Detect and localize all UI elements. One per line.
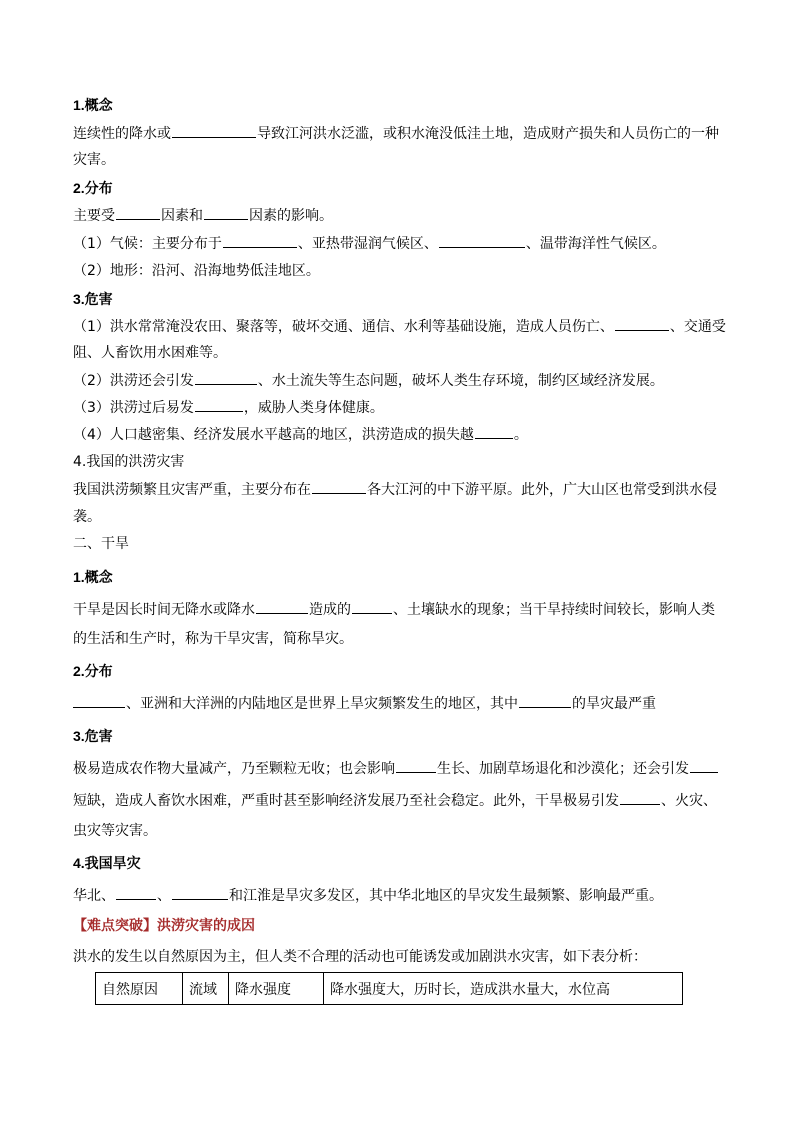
paragraph-line: 洪水的发生以自然原因为主，但人类不合理的活动也可能诱发或加剧洪水灾害，如下表分析：	[73, 949, 647, 965]
fill-blank[interactable]	[439, 234, 525, 248]
difficulty-heading	[73, 917, 255, 935]
paragraph-line: 华北、 、 和江淮是旱灾多发区，其中华北地区的旱灾发生最频繁、影响最严重。	[73, 888, 663, 904]
paragraph-line: （4）人口越密集、经济发展水平越高的地区，洪涝造成的损失越 。	[73, 427, 528, 443]
fill-blank[interactable]	[256, 600, 308, 614]
causes-table	[95, 972, 683, 1005]
heading-distribution: 2.分布	[73, 180, 113, 196]
fill-blank[interactable]	[615, 317, 669, 331]
heading-drought-concept: 1.概念	[73, 569, 113, 585]
heading-concept: 1.概念	[73, 97, 113, 113]
paragraph-line: 连续性的降水或 导致江河洪水泛滥，或积水淹没低洼土地，造成财产损失和人员伤亡的一种	[73, 126, 719, 142]
table-cell: 流域	[183, 973, 229, 1005]
fill-blank[interactable]	[352, 600, 392, 614]
table-cell: 降水强度大，历时长，造成洪水量大，水位高	[324, 973, 683, 1005]
paragraph-line: 阻、人畜饮用水困难等。	[73, 345, 227, 361]
fill-blank[interactable]	[204, 206, 248, 220]
fill-blank[interactable]	[172, 886, 228, 900]
heading-drought: 二、干旱	[73, 536, 129, 552]
paragraph-line: （2）洪涝还会引发 、水土流失等生态问题，破坏人类生存环境，制约区域经济发展。	[73, 373, 664, 389]
paragraph-line: （1）洪水常常淹没农田、聚落等，破坏交通、通信、水利等基础设施，造成人员伤亡、 、交通受	[73, 319, 726, 335]
table-row	[96, 973, 683, 1005]
paragraph-line: 极易造成农作物大量减产，乃至颗粒无收；也会影响 生长、加剧草场退化和沙漠化；还会引发	[73, 759, 719, 778]
fill-blank[interactable]	[690, 759, 718, 773]
paragraph-line: 袭。	[73, 509, 101, 525]
fill-blank[interactable]	[519, 694, 571, 708]
fill-blank[interactable]	[312, 480, 366, 494]
fill-blank[interactable]	[223, 234, 297, 248]
fill-blank[interactable]	[195, 398, 243, 412]
fill-blank[interactable]	[475, 425, 513, 439]
paragraph-line: （1）气候：主要分布于 、亚热带湿润气候区、 、温带海洋性气候区。	[73, 236, 666, 252]
heading-harm: 3.危害	[73, 291, 113, 307]
fill-blank[interactable]	[396, 759, 436, 773]
heading-china-drought: 4.我国旱灾	[73, 855, 141, 871]
heading-china-floods: 4.我国的洪涝灾害	[73, 454, 185, 470]
fill-blank[interactable]	[116, 886, 156, 900]
paragraph-line: 、亚洲和大洋洲的内陆地区是世界上旱灾频繁发生的地区，其中 的旱灾最严重	[73, 694, 656, 713]
paragraph-line: 干旱是因长时间无降水或降水 造成的 、土壤缺水的现象；当干旱持续时间较长，影响人类	[73, 602, 715, 618]
paragraph-line: （3）洪涝过后易发 ，威胁人类身体健康。	[73, 400, 384, 416]
fill-blank[interactable]	[195, 371, 257, 385]
paragraph-line: 短缺，造成人畜饮水困难，严重时甚至影响经济发展乃至社会稳定。此外，干旱极易引发 、火灾、	[73, 793, 717, 809]
table-cell: 自然原因	[96, 973, 183, 1005]
paragraph-line: 主要受 因素和 因素的影响。	[73, 208, 333, 224]
paragraph-line: 我国洪涝频繁且灾害严重，主要分布在 各大江河的中下游平原。此外，广大山区也常受到洪水侵	[73, 482, 717, 498]
heading-drought-harm: 3.危害	[73, 728, 113, 744]
paragraph-line: 的生活和生产时，称为干旱灾害，简称旱灾。	[73, 631, 353, 647]
paragraph-line: （2）地形：沿河、沿海地势低洼地区。	[73, 263, 320, 279]
fill-blank[interactable]	[172, 124, 256, 138]
paragraph-line: 灾害。	[73, 152, 115, 168]
difficulty-tag: 【难点突破】	[73, 918, 157, 934]
table-cell: 降水强度	[229, 973, 324, 1005]
heading-drought-distribution: 2.分布	[73, 663, 113, 679]
fill-blank[interactable]	[73, 694, 125, 708]
difficulty-title: 洪涝灾害的成因	[157, 918, 255, 934]
fill-blank[interactable]	[116, 206, 160, 220]
paragraph-line: 虫灾等灾害。	[73, 823, 157, 839]
fill-blank[interactable]	[620, 791, 660, 805]
